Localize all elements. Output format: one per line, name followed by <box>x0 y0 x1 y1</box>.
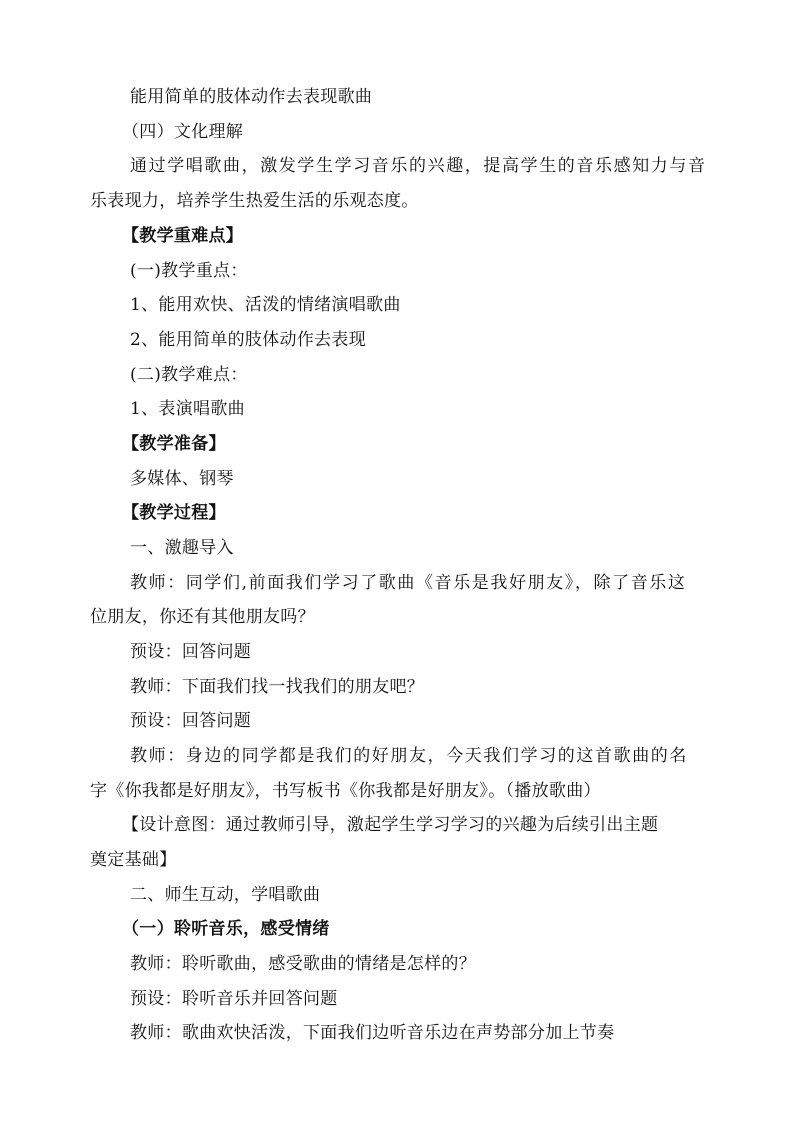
list-item: 1、能用欢快、活泼的情绪演唱歌曲 <box>130 295 401 315</box>
section-heading: 【教学过程】 <box>122 503 226 523</box>
sub-heading: (二)教学难点： <box>130 365 248 385</box>
text-line: 教师：聆听歌曲，感受歌曲的情绪是怎样的？ <box>130 954 476 974</box>
text-line: 字《你我都是好朋友》，书写板书《你我都是好朋友》。（播放歌曲） <box>90 781 601 801</box>
text-line: 教师：下面我们找一找我们的朋友吧？ <box>130 677 425 697</box>
sub-heading: (一)教学重点： <box>130 261 248 281</box>
text-line: 通过学唱歌曲，激发学生学习音乐的兴趣，提高学生的音乐感知力与音 <box>130 156 707 176</box>
sub-heading: 二、师生互动，学唱歌曲 <box>130 885 321 905</box>
text-line: 预设：回答问题 <box>130 711 252 731</box>
section-heading: 【教学重难点】 <box>122 226 244 246</box>
design-intent-note: 奠定基础】 <box>90 850 177 870</box>
sub-heading: 一、激趣导入 <box>130 538 234 558</box>
text-line: 乐表现力，培养学生热爱生活的乐观态度。 <box>90 191 419 211</box>
list-item: 2、能用简单的肢体动作去表现 <box>130 330 367 350</box>
text-line: 位朋友，你还有其他朋友吗？ <box>90 607 315 627</box>
text-line: 教师：歌曲欢快活泼，下面我们边听音乐边在声势部分加上节奏 <box>130 1023 615 1043</box>
text-line: 能用简单的肢体动作去表现歌曲 <box>130 87 373 107</box>
design-intent-note: 【设计意图：通过教师引导，激起学生学习学习的兴趣为后续引出主题 <box>122 815 659 835</box>
list-item: 1、表演唱歌曲 <box>130 399 245 419</box>
text-line: 预设：回答问题 <box>130 642 252 662</box>
text-line: 教师：同学们,前面我们学习了歌曲《音乐是我好朋友》，除了音乐这 <box>130 573 687 593</box>
section-heading: （四）文化理解 <box>122 122 244 142</box>
text-line: 预设：聆听音乐并回答问题 <box>130 989 338 1009</box>
text-line: 教师：身边的同学都是我们的好朋友，今天我们学习的这首歌曲的名 <box>130 746 688 766</box>
text-line: 多媒体、钢琴 <box>130 469 234 489</box>
sub-heading: （一）聆听音乐，感受情绪 <box>122 919 330 939</box>
section-heading: 【教学准备】 <box>122 434 226 454</box>
